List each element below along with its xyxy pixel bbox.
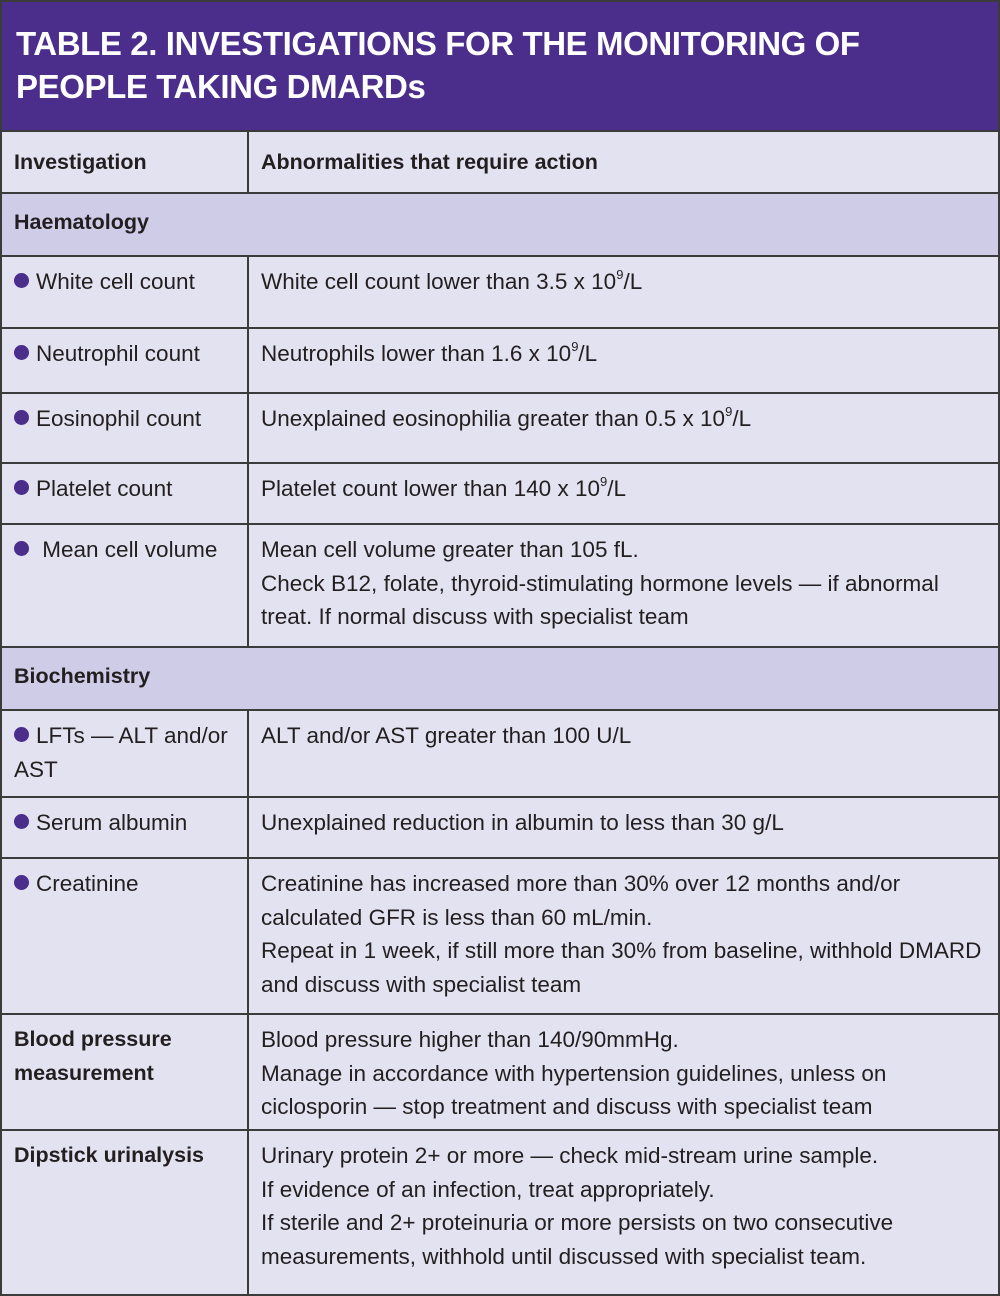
investigation-cell: Serum albumin	[2, 797, 248, 858]
bullet-icon	[14, 410, 29, 425]
table-row	[2, 463, 998, 524]
investigation-cell: LFTs — ALT and/or AST	[2, 710, 248, 797]
abnormality-cell: Unexplained eosinophilia greater than 0.5 x $10^9/L$	[248, 393, 998, 463]
investigation-cell: Dipstick urinalysis	[2, 1130, 248, 1294]
abnormality-cell: Neutrophils lower than 1.6 x $10^9/L$	[248, 328, 998, 393]
bullet-icon	[14, 541, 29, 556]
table-row	[2, 710, 998, 797]
investigation-cell: Neutrophil count	[2, 328, 248, 393]
investigations-table	[2, 132, 998, 1294]
investigation-cell: Mean cell volume	[2, 524, 248, 647]
section-row-haematology	[2, 193, 998, 256]
bullet-icon	[14, 727, 29, 742]
bullet-icon	[14, 814, 29, 829]
bullet-icon	[14, 273, 29, 288]
table-title: TABLE 2. INVESTIGATIONS FOR THE MONITORING OF PEOPLE TAKING DMARDs	[16, 25, 860, 105]
abnormality-cell: Urinary protein 2+ or more — check mid-stream urine sample. If evidence of an infection, treat appropriately. If sterile and 2+ proteinuria or more persists on two consecutive measurements, withhold until discussed with specialist team.	[248, 1130, 998, 1294]
abnormality-cell: Platelet count lower than 140 x $10^9/L$	[248, 463, 998, 524]
table-row	[2, 328, 998, 393]
investigation-cell: White cell count	[2, 256, 248, 328]
abnormality-cell: Blood pressure higher than 140/90mmHg. Manage in accordance with hypertension guidelines, unless on ciclosporin — stop treatment and discuss with specialist team	[248, 1014, 998, 1130]
bullet-icon	[14, 875, 29, 890]
table-row	[2, 256, 998, 328]
table-row	[2, 858, 998, 1014]
bullet-icon	[14, 345, 29, 360]
table-row	[2, 393, 998, 463]
bullet-icon	[14, 480, 29, 495]
abnormality-cell: Creatinine has increased more than 30% over 12 months and/or calculated GFR is less than 60 mL/min. Repeat in 1 week, if still more than 30% from baseline, withhold DMARD and discuss with specialist team	[248, 858, 998, 1014]
section-label-haematology: Haematology	[2, 193, 998, 256]
investigation-cell: Platelet count	[2, 463, 248, 524]
table-row	[2, 1130, 998, 1294]
section-label-biochemistry: Biochemistry	[2, 647, 998, 710]
column-header-abnormalities: Abnormalities that require action	[261, 150, 598, 174]
title-bar	[2, 2, 998, 132]
table-header-row	[2, 132, 998, 193]
abnormality-cell: Unexplained reduction in albumin to less than 30 g/L	[248, 797, 998, 858]
section-row-biochemistry	[2, 647, 998, 710]
table-row	[2, 1014, 998, 1130]
investigation-cell: Eosinophil count	[2, 393, 248, 463]
abnormality-cell: White cell count lower than 3.5 x $10^9/L$	[248, 256, 998, 328]
table-row	[2, 524, 998, 647]
column-header-investigation: Investigation	[2, 132, 248, 193]
abnormality-cell: ALT and/or AST greater than 100 U/L	[248, 710, 998, 797]
abnormality-cell: Mean cell volume greater than 105 fL. Check B12, folate, thyroid-stimulating hormone levels — if abnormal treat. If normal discuss with specialist team	[248, 524, 998, 647]
table-row	[2, 797, 998, 858]
investigation-cell: Blood pressure measurement	[2, 1014, 248, 1130]
investigation-cell: Creatinine	[2, 858, 248, 1014]
